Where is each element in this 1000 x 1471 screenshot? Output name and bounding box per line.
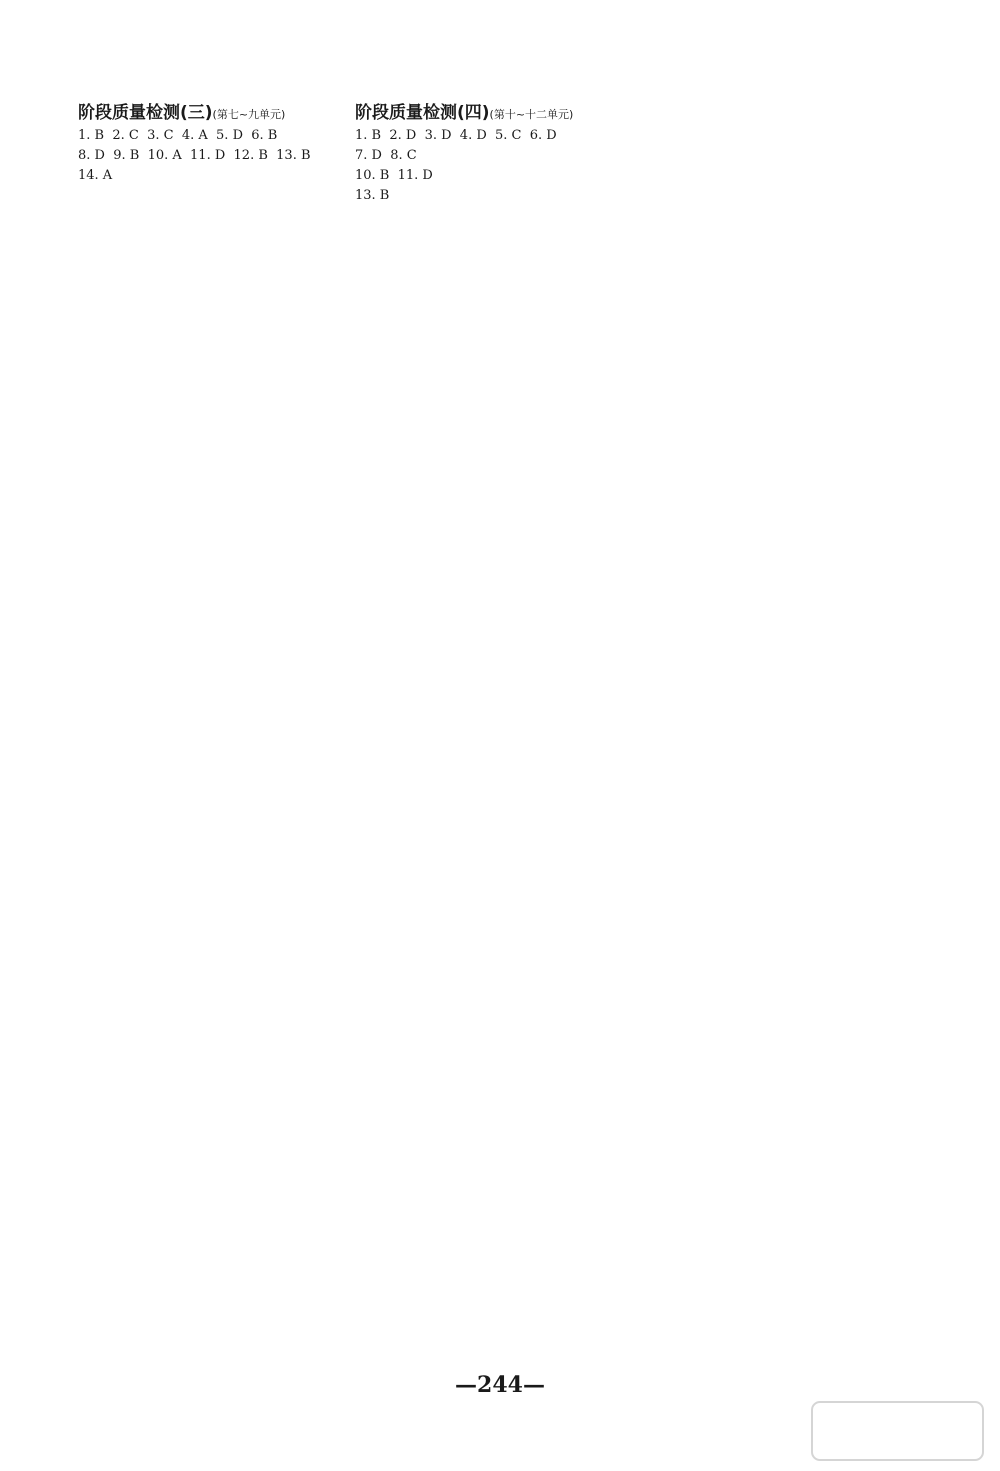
answer-paragraph: 13. B xyxy=(355,188,390,203)
answer-paragraph: 7. D 8. C xyxy=(355,148,417,163)
answer-paragraph: 1. B 2. C 3. C 4. A 5. D 6. B xyxy=(78,128,278,143)
answer-paragraph: 1. B 2. D 3. D 4. D 5. C 6. D xyxy=(355,128,557,143)
watermark-logo-icon xyxy=(810,1400,985,1462)
section-title: 阶段质量检测(四)(第十~十二单元) xyxy=(355,103,574,123)
column-2 xyxy=(355,100,635,206)
column-3 xyxy=(630,100,910,101)
column-1 xyxy=(78,100,358,186)
answer-paragraph: 8. D 9. B 10. A 11. D 12. B 13. B xyxy=(78,148,311,163)
page-number: —244— xyxy=(455,1372,545,1398)
section-title: 阶段质量检测(三)(第七~九单元) xyxy=(78,103,286,123)
answer-paragraph: 14. A xyxy=(78,168,113,183)
answer-paragraph: 10. B 11. D xyxy=(355,168,433,183)
